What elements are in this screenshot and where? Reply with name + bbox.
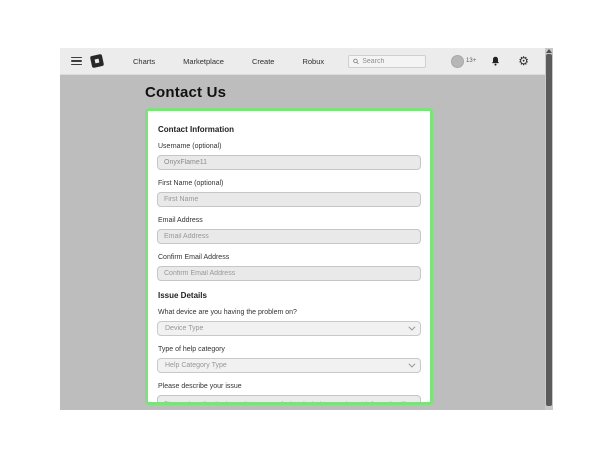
chevron-down-icon [408,361,415,368]
nav-item-create[interactable]: Create [251,56,275,66]
search-input[interactable] [362,58,421,65]
device-type-select[interactable] [157,321,421,336]
field-describe-issue [157,383,421,405]
describe-issue-label: Please describe your issue [158,383,242,390]
device-type-select-value: Device Type [165,325,204,332]
nav-links [119,57,338,66]
notifications-bell-icon[interactable] [491,56,500,66]
first-name-input[interactable] [157,192,421,207]
field-email [157,217,421,244]
nav-item-charts[interactable]: Charts [133,56,156,66]
contact-form-highlighted [145,108,433,405]
main-content [60,75,553,410]
avatar[interactable] [451,55,464,68]
email-label: Email Address [158,217,203,224]
nav-item-robux[interactable]: Robux [302,56,325,66]
help-category-select-value: Help Category Type [165,362,227,369]
page-title: Contact Us [145,84,227,101]
field-confirm-email [157,254,421,281]
confirm-email-label: Confirm Email Address [158,254,230,261]
device-type-label: What device are you having the problem on? [158,309,297,316]
browser-viewport [60,48,553,410]
username-label: Username (optional) [158,143,222,150]
scrollbar-up-arrow[interactable] [546,49,552,53]
age-rating-badge: 13+ [466,58,477,64]
nav-right-cluster [451,55,535,68]
describe-issue-textarea[interactable] [157,395,421,405]
nav-item-marketplace[interactable]: Marketplace [183,56,224,66]
section-heading-issue-details: Issue Details [158,291,207,300]
confirm-email-input[interactable] [157,266,421,281]
first-name-label: First Name (optional) [158,180,224,187]
field-help-category [157,346,421,373]
field-device-type [157,309,421,336]
help-category-label: Type of help category [158,346,225,353]
field-first-name [157,180,421,207]
search-icon [353,58,359,65]
hamburger-menu-icon[interactable] [71,57,82,66]
roblox-logo-icon[interactable] [90,54,104,68]
scrollbar-thumb[interactable] [546,54,552,406]
help-category-select[interactable] [157,358,421,373]
chevron-down-icon [408,324,415,331]
vertical-scrollbar[interactable] [545,48,553,410]
search-box[interactable] [348,55,426,68]
top-navbar [60,48,553,75]
settings-gear-icon[interactable]: ⚙ [518,54,529,68]
field-username [157,143,421,170]
section-heading-contact-information: Contact Information [158,125,234,134]
email-input[interactable] [157,229,421,244]
username-input[interactable] [157,155,421,170]
